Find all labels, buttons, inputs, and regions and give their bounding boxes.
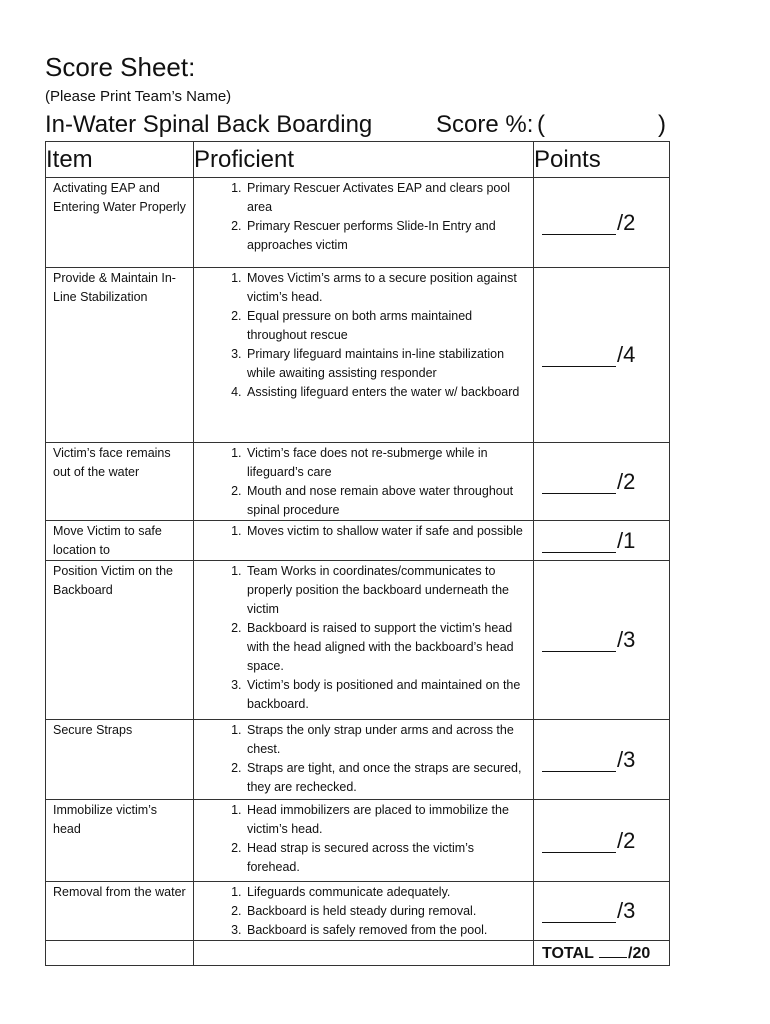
points-denominator: /2 [617, 209, 636, 235]
criteria-item: 1. Moves victim to shallow water if safe and possible [245, 522, 525, 541]
criteria-item: 2. Primary Rescuer performs Slide-In Entry and approaches victim [245, 217, 525, 255]
total-row-blank-item [46, 941, 194, 966]
points-blank-line [542, 532, 616, 553]
criteria-item: 3. Backboard is safely removed from the pool. [245, 921, 525, 940]
criteria-list [194, 269, 533, 402]
score-percent-label: Score %: [436, 111, 534, 138]
table-row [46, 178, 670, 268]
criteria-item: 3. Primary lifeguard maintains in-line stabilization while awaiting assisting responder [245, 345, 525, 383]
criteria-item: 4. Assisting lifeguard enters the water w/ backboard [245, 383, 525, 402]
points-cell [534, 720, 670, 800]
criteria-list [194, 179, 533, 255]
table-row [46, 268, 670, 443]
table-row [46, 720, 670, 800]
criteria-item: 3. Victim’s body is positioned and maintained on the backboard. [245, 676, 525, 714]
item-cell: Provide & Maintain In-Line Stabilization [46, 268, 194, 443]
proficient-cell [194, 720, 534, 800]
points-denominator: /3 [617, 627, 636, 652]
points-entry [534, 470, 669, 494]
criteria-item: 2. Backboard is held steady during removal. [245, 902, 525, 921]
column-header-proficient: Proficient [194, 142, 534, 178]
points-denominator: /2 [617, 827, 636, 853]
table-header-row [46, 142, 670, 178]
table-row [46, 882, 670, 941]
skill-title: In-Water Spinal Back Boarding [45, 111, 373, 138]
points-cell [534, 521, 670, 561]
points-cell [534, 178, 670, 268]
criteria-item: 1. Lifeguards communicate adequately. [245, 883, 525, 902]
total-score [534, 941, 669, 965]
points-entry [534, 529, 669, 553]
criteria-item: 1. Moves Victim’s arms to a secure position against victim’s head. [245, 269, 525, 307]
page-title: Score Sheet: [45, 52, 196, 82]
criteria-item: 1. Victim’s face does not re-submerge while in lifeguard’s care [245, 444, 525, 482]
item-cell: Secure Straps [46, 720, 194, 800]
points-denominator: /4 [617, 342, 636, 367]
total-blank-line [599, 941, 627, 958]
criteria-item: 2. Mouth and nose remain above water throughout spinal procedure [245, 482, 525, 520]
proficient-cell [194, 521, 534, 561]
item-cell: Activating EAP and Entering Water Properly [46, 178, 194, 268]
skill-heading-row [45, 109, 670, 141]
points-entry [534, 343, 669, 367]
table-row [46, 561, 670, 720]
points-cell [534, 443, 670, 521]
points-entry [534, 829, 669, 853]
points-blank-line [542, 751, 616, 772]
total-cell [534, 941, 670, 966]
points-blank-line [542, 902, 616, 923]
points-entry [534, 628, 669, 652]
points-denominator: /1 [617, 527, 636, 553]
column-header-item: Item [46, 142, 194, 178]
criteria-item: 2. Backboard is raised to support the victim’s head with the head aligned with the backboard’s head space. [245, 619, 525, 676]
points-cell [534, 882, 670, 941]
points-entry [534, 748, 669, 772]
points-blank-line [542, 473, 616, 494]
points-cell [534, 561, 670, 720]
proficient-cell [194, 443, 534, 521]
criteria-item: 2. Head strap is secured across the victim’s forehead. [245, 839, 525, 877]
criteria-list [194, 801, 533, 877]
criteria-list [194, 721, 533, 797]
item-cell: Victim’s face remains out of the water [46, 443, 194, 521]
item-cell: Move Victim to safe location to [46, 521, 194, 561]
points-blank-line [542, 631, 616, 652]
criteria-item: 1. Primary Rescuer Activates EAP and clears pool area [245, 179, 525, 217]
criteria-item: 1. Team Works in coordinates/communicates to properly position the backboard underneath the victim [245, 562, 525, 619]
proficient-cell [194, 882, 534, 941]
team-name-instruction: (Please Print Team’s Name) [45, 88, 232, 105]
criteria-list [194, 883, 533, 940]
points-cell [534, 800, 670, 882]
proficient-cell [194, 800, 534, 882]
criteria-list [194, 444, 533, 520]
column-header-points: Points [534, 142, 670, 178]
points-cell [534, 268, 670, 443]
criteria-item: 1. Straps the only strap under arms and across the chest. [245, 721, 525, 759]
score-open-paren: ( [537, 111, 545, 138]
points-entry [534, 899, 669, 923]
item-cell: Position Victim on the Backboard [46, 561, 194, 720]
proficient-cell [194, 561, 534, 720]
table-row [46, 521, 670, 561]
criteria-item: 2. Equal pressure on both arms maintained throughout rescue [245, 307, 525, 345]
points-blank-line [542, 346, 616, 367]
total-label: TOTAL [542, 945, 594, 962]
score-table [45, 141, 670, 966]
criteria-list [194, 562, 533, 714]
total-row [46, 941, 670, 966]
points-denominator: /3 [617, 898, 636, 923]
table-row [46, 443, 670, 521]
total-row-blank-proficient [194, 941, 534, 966]
total-denominator: /20 [628, 945, 651, 962]
points-denominator: /3 [617, 746, 636, 772]
item-cell: Removal from the water [46, 882, 194, 941]
score-close-paren: ) [658, 111, 666, 138]
criteria-item: 1. Head immobilizers are placed to immobilize the victim’s head. [245, 801, 525, 839]
criteria-item: 2. Straps are tight, and once the straps are secured, they are rechecked. [245, 759, 525, 797]
criteria-list [194, 522, 533, 541]
points-blank-line [542, 832, 616, 853]
proficient-cell [194, 178, 534, 268]
proficient-cell [194, 268, 534, 443]
points-denominator: /2 [617, 468, 636, 494]
points-blank-line [542, 214, 616, 235]
item-cell: Immobilize victim’s head [46, 800, 194, 882]
points-entry [534, 211, 669, 235]
table-row [46, 800, 670, 882]
